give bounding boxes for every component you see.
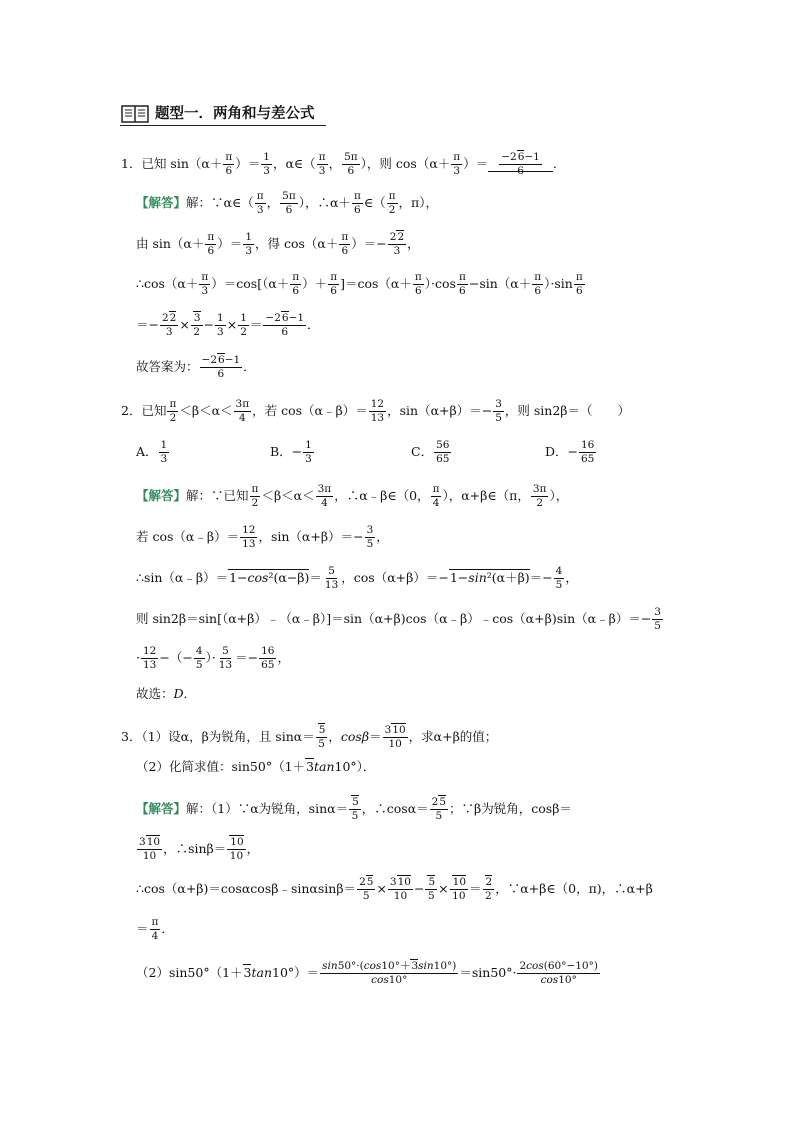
q3-part-2: （2）化简求值：sin50°（1＋3tan10°）． — [136, 759, 376, 774]
q2-option-b[interactable]: B．− $\frac{1}{3}$ — [270, 439, 312, 466]
q2-stem: 2．已知 $\frac{\pi}{2}$ ＜β＜α＜ $\frac{3\pi}{4}$ ，若 cos（α﹣β）＝ $\frac{12}{13}$ ，sin（α+β）＝− $\frac{3}{5}$ ，则 sin2β＝（ ） — [121, 398, 631, 425]
q3-solution-line-3: ∴cos（α+β)＝cosαcosβ﹣sinαsinβ＝ $\frac{25}{5}$ × $\frac{310}{10}$ − $\frac{5}{5}$ × $\frac{10}{10}$ ＝ $\frac{2}{2}$ ，∵α+β∈（0，π)，∴α+β — [136, 876, 653, 903]
q3-solution-line-4: ＝ $\frac{\pi}{4}$ ． — [136, 916, 174, 943]
q1-solution-line-2: 由 sin（α＋ $\frac{\pi}{6}$ ）＝ $\frac{1}{3}$ ，得 cos（α＋ $\frac{\pi}{6}$ ）＝− $\frac{22}{3}$ ， — [136, 231, 420, 258]
q3-solution-line-1: 【解答】解：（1）∵α为锐角，sinα＝ $\frac{5}{5}$ ，∴cosα＝ $\frac{25}{5}$ ；∵β为锐角，cosβ＝ — [136, 796, 572, 823]
q2-option-c[interactable]: C． $\frac{56}{65}$ — [411, 439, 450, 466]
q2-option-d[interactable]: D．− $\frac{16}{65}$ — [545, 439, 595, 466]
q2-solution-line-4: 则 sin2β＝sin[（α+β）﹣（α﹣β）]＝sin（α+β)cos（α﹣β）﹣cos（α+β)sin（α﹣β）＝− $\frac{3}{5}$ — [136, 606, 661, 633]
section-underline — [120, 125, 326, 126]
section-title: 题型一．两角和与差公式 — [155, 106, 315, 122]
q2-option-a[interactable]: A． $\frac{1}{3}$ — [136, 439, 168, 466]
book-icon — [121, 104, 149, 127]
q3-solution-line-2: $\frac{310}{10}$ ，∴sinβ＝ $\frac{10}{10}$ ， — [139, 836, 260, 863]
q3-part-1: 3．（1）设α，β为锐角，且 sinα＝ $\frac{5}{5}$ ，cosβ＝ $\frac{310}{10}$ ，求α+β的值； — [121, 724, 498, 751]
q2-solution-line-5: · $\frac{12}{13}$ −（− $\frac{4}{5}$ ）· $\frac{5}{13}$ ＝− $\frac{16}{65}$ ， — [136, 645, 290, 672]
q1-stem: 1．已知 sin（α＋ $\frac{\pi}{6}$ ）＝ $\frac{1}{3}$ ，α∈（ $\frac{\pi}{3}$ ， $\frac{5\pi}{6}$ ），则 cos（α＋ $\frac{\pi}{3}$ ）＝ $\frac{-26-1}{6}$ ． — [121, 151, 566, 178]
q1-solution-line-3: ∴cos（α＋ $\frac{\pi}{3}$ ）＝cos[（α＋ $\frac{\pi}{6}$ ）＋ $\frac{\pi}{6}$ ]＝cos（α＋ $\frac{\pi}{6}$ ）·cos $\frac{\pi}{6}$ −sin（α＋ $\frac{\pi}{6}$ ）·sin $\frac{\pi}{6}$ — [136, 271, 583, 298]
q1-solution-line-1: 【解答】解：∵α∈（ $\frac{\pi}{3}$ ， $\frac{5\pi}{6}$ ），∴α＋ $\frac{\pi}{6}$ ∈（ $\frac{\pi}{2}$ ，π）， — [136, 190, 438, 217]
q2-solution-line-6: 故选：D． — [136, 686, 197, 701]
q3-solution-line-5: （2）sin50°（1＋3tan10°）＝ $\frac{\sin 50^\circ\cdot(\cos 10^\circ+3\sin 10^\circ)}{\cos 10^\circ}$ ＝sin50°· $\frac{2\cos(60^\circ-10^\circ)}{\cos 10^\circ}$ — [136, 960, 598, 987]
q2-solution-line-1: 【解答】解：∵已知 $\frac{\pi}{2}$ ＜β＜α＜ $\frac{3\pi}{4}$ ，∴α﹣β∈（0， $\frac{\pi}{4}$ ），α+β∈（π， $\frac{3\pi}{2}$ ）， — [136, 483, 569, 510]
q2-solution-line-2: 若 cos（α﹣β）＝ $\frac{12}{13}$ ，sin（α+β）＝− $\frac{3}{5}$ ， — [136, 524, 389, 551]
q1-solution-line-5: 故答案为： $\frac{-26-1}{6}$ ． — [136, 354, 256, 381]
q2-solution-line-3: ∴sin（α﹣β）＝1−cos²(α−β)＝ $\frac{5}{13}$ ，cos（α+β）＝−1−sin²(α＋β)＝− $\frac{4}{5}$ ， — [136, 565, 578, 592]
q1-solution-line-4: ＝− $\frac{22}{3}$ × $\frac{3}{2}$ − $\frac{1}{3}$ × $\frac{1}{2}$ ＝ $\frac{-26-1}{6}$ ． — [136, 312, 320, 339]
